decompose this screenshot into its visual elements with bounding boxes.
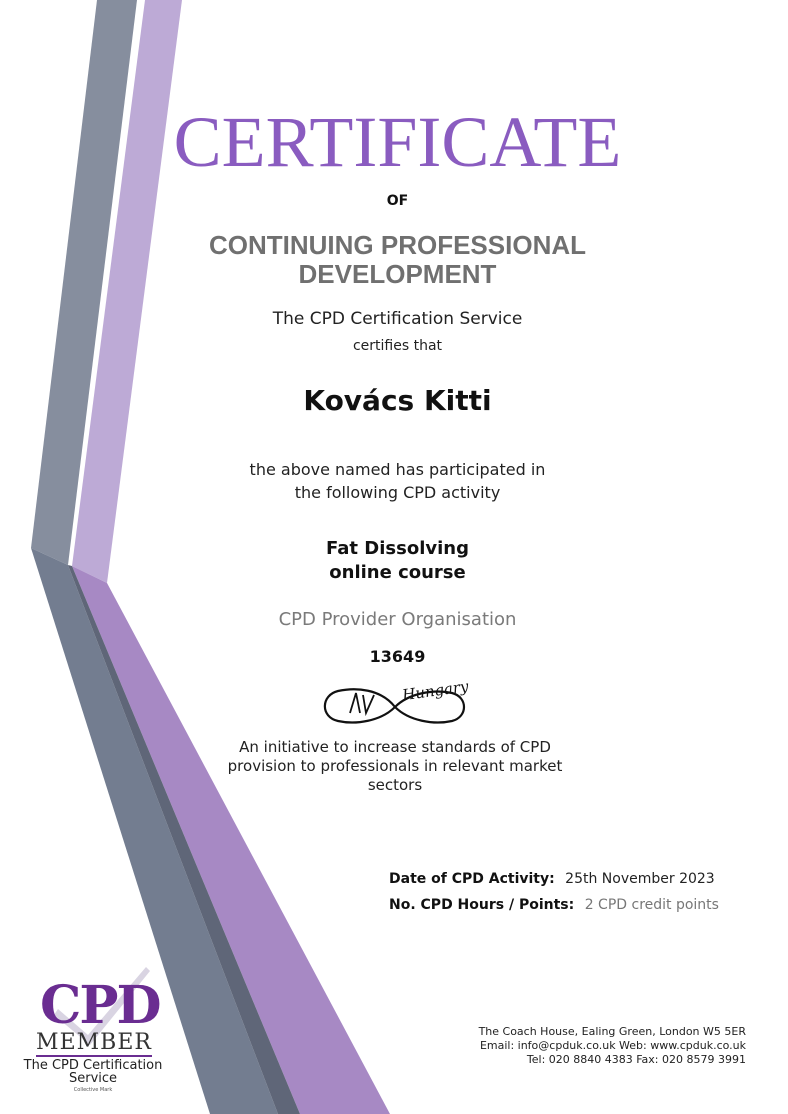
- address-line2: Email: info@cpduk.co.uk Web: www.cpduk.co.uk: [479, 1039, 746, 1052]
- certifies-text: certifies that: [352, 338, 443, 354]
- address-line1: The Coach House, Ealing Green, London W5 5ER: [478, 1025, 746, 1038]
- date-label: Date of CPD Activity:: [389, 871, 555, 887]
- date-value: 25th November 2023: [565, 871, 715, 887]
- hours-row: [389, 897, 719, 923]
- hours-label: No. CPD Hours / Points:: [389, 897, 575, 913]
- collective-mark: Collective Mark: [73, 1087, 113, 1093]
- date-row: [389, 871, 719, 897]
- of-label: OF: [386, 193, 409, 209]
- address-line3: Tel: 020 8840 4383 Fax: 020 8579 3991: [526, 1053, 746, 1066]
- cpd-heading-line2: DEVELOPMENT: [298, 259, 497, 289]
- activity-line2: online course: [329, 562, 466, 583]
- provider-number: 13649: [369, 647, 426, 666]
- provider-logo-text: Hungary: [401, 677, 470, 705]
- cpd-heading-line1: CONTINUING PROFESSIONAL: [208, 230, 586, 260]
- cpd-service-line2: Service: [68, 1071, 118, 1086]
- initiative-line3: sectors: [367, 776, 423, 794]
- participation-line2: the following CPD activity: [294, 483, 501, 502]
- cpd-member-logo: [18, 965, 168, 1095]
- provider-logo: [316, 677, 474, 729]
- cpd-letters: CPD: [40, 975, 160, 1036]
- member-label: MEMBER: [36, 1030, 152, 1055]
- initiative-line1: An initiative to increase standards of CPD: [239, 738, 551, 756]
- activity-line1: Fat Dissolving: [326, 538, 469, 559]
- infinity-logo-icon: [316, 677, 474, 729]
- contact-address: [440, 1025, 746, 1067]
- activity-name: [150, 537, 645, 585]
- provider-label: CPD Provider Organisation: [278, 609, 517, 630]
- participation-text: [150, 458, 645, 504]
- activity-details: [389, 871, 719, 923]
- recipient-name: Kovács Kitti: [303, 384, 492, 417]
- certificate-title: CERTIFICATE: [173, 102, 622, 182]
- cpd-heading: [175, 231, 620, 289]
- initiative-text: [225, 738, 565, 795]
- cpd-service-name: [18, 1059, 168, 1085]
- participation-line1: the above named has participated in: [249, 460, 546, 479]
- hours-value: 2 CPD credit points: [584, 897, 719, 913]
- cpd-service-line1: The CPD Certification: [23, 1058, 163, 1073]
- initiative-line2: provision to professionals in relevant market: [227, 757, 563, 775]
- issuer-name: The CPD Certification Service: [272, 309, 523, 329]
